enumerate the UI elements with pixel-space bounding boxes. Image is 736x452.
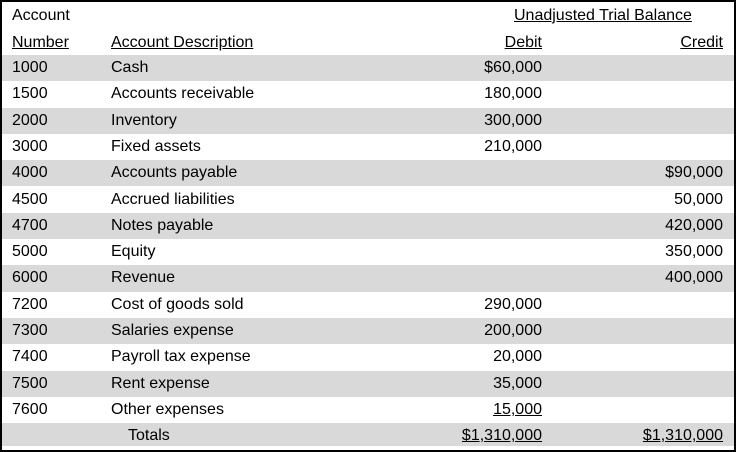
table-row	[2, 213, 734, 239]
credit-header: Credit	[680, 34, 723, 51]
debit-amount: 200,000	[484, 322, 542, 339]
table-row	[2, 134, 734, 160]
account-number: 7600	[12, 400, 48, 418]
account-number: 7300	[12, 322, 48, 339]
account-number: 7400	[12, 348, 48, 366]
account-number: 5000	[12, 243, 48, 261]
table-row	[2, 187, 734, 213]
account-description: Notes payable	[111, 216, 214, 234]
debit-amount: $60,000	[484, 59, 542, 76]
account-description: Salaries expense	[111, 322, 234, 339]
description-header: Account Description	[111, 34, 254, 51]
table-row	[2, 397, 734, 423]
credit-amount: 420,000	[665, 216, 723, 234]
credit-amount: 50,000	[674, 190, 723, 208]
account-number: 4500	[12, 190, 48, 208]
account-description: Fixed assets	[111, 137, 201, 155]
credit-amount: 400,000	[665, 269, 723, 287]
debit-amount: 300,000	[484, 111, 542, 129]
account-number: 4000	[12, 164, 48, 182]
table-row	[2, 239, 734, 265]
table-row	[2, 371, 734, 397]
debit-amount: 210,000	[484, 137, 542, 155]
account-description: Other expenses	[111, 400, 224, 418]
account-number: 7500	[12, 374, 48, 392]
totals-row	[2, 423, 734, 446]
account-description: Inventory	[111, 111, 177, 129]
account-description: Accrued liabilities	[111, 190, 235, 208]
debit-amount: 290,000	[484, 295, 542, 313]
account-number: 7200	[12, 295, 48, 313]
table-row	[2, 344, 734, 370]
account-number: 1000	[12, 59, 48, 76]
account-number: 2000	[12, 111, 48, 129]
table-row	[2, 108, 734, 134]
account-description: Revenue	[111, 269, 176, 287]
table-row	[2, 55, 734, 81]
trial-balance-group-header: Unadjusted Trial Balance	[514, 7, 692, 24]
debit-amount: 15,000	[493, 400, 542, 418]
account-description: Accounts payable	[111, 164, 238, 182]
account-number: 6000	[12, 269, 48, 287]
debit-amount: 20,000	[493, 348, 542, 366]
account-number: 1500	[12, 85, 48, 103]
table-row	[2, 265, 734, 291]
account-description: Rent expense	[111, 374, 210, 392]
debit-header: Debit	[504, 34, 542, 51]
credit-amount: 350,000	[665, 243, 723, 261]
debit-amount: 35,000	[493, 374, 542, 392]
credit-amount: $90,000	[665, 164, 723, 182]
account-number: 4700	[12, 216, 48, 234]
account-description: Cash	[111, 59, 149, 76]
table-row	[2, 81, 734, 107]
account-description: Accounts receivable	[111, 85, 255, 103]
number-header: Number	[12, 34, 69, 51]
total-debit: $1,310,000	[461, 427, 542, 445]
table-row	[2, 160, 734, 186]
account-description: Cost of goods sold	[111, 295, 244, 313]
debit-amount: 180,000	[484, 85, 542, 103]
totals-label: Totals	[128, 427, 170, 445]
account-description: Payroll tax expense	[111, 348, 251, 366]
table-row	[2, 292, 734, 318]
account-number: 3000	[12, 137, 48, 155]
table-row	[2, 318, 734, 344]
account-description: Equity	[111, 243, 156, 261]
total-credit: $1,310,000	[642, 427, 723, 445]
account-header: Account	[12, 7, 70, 24]
